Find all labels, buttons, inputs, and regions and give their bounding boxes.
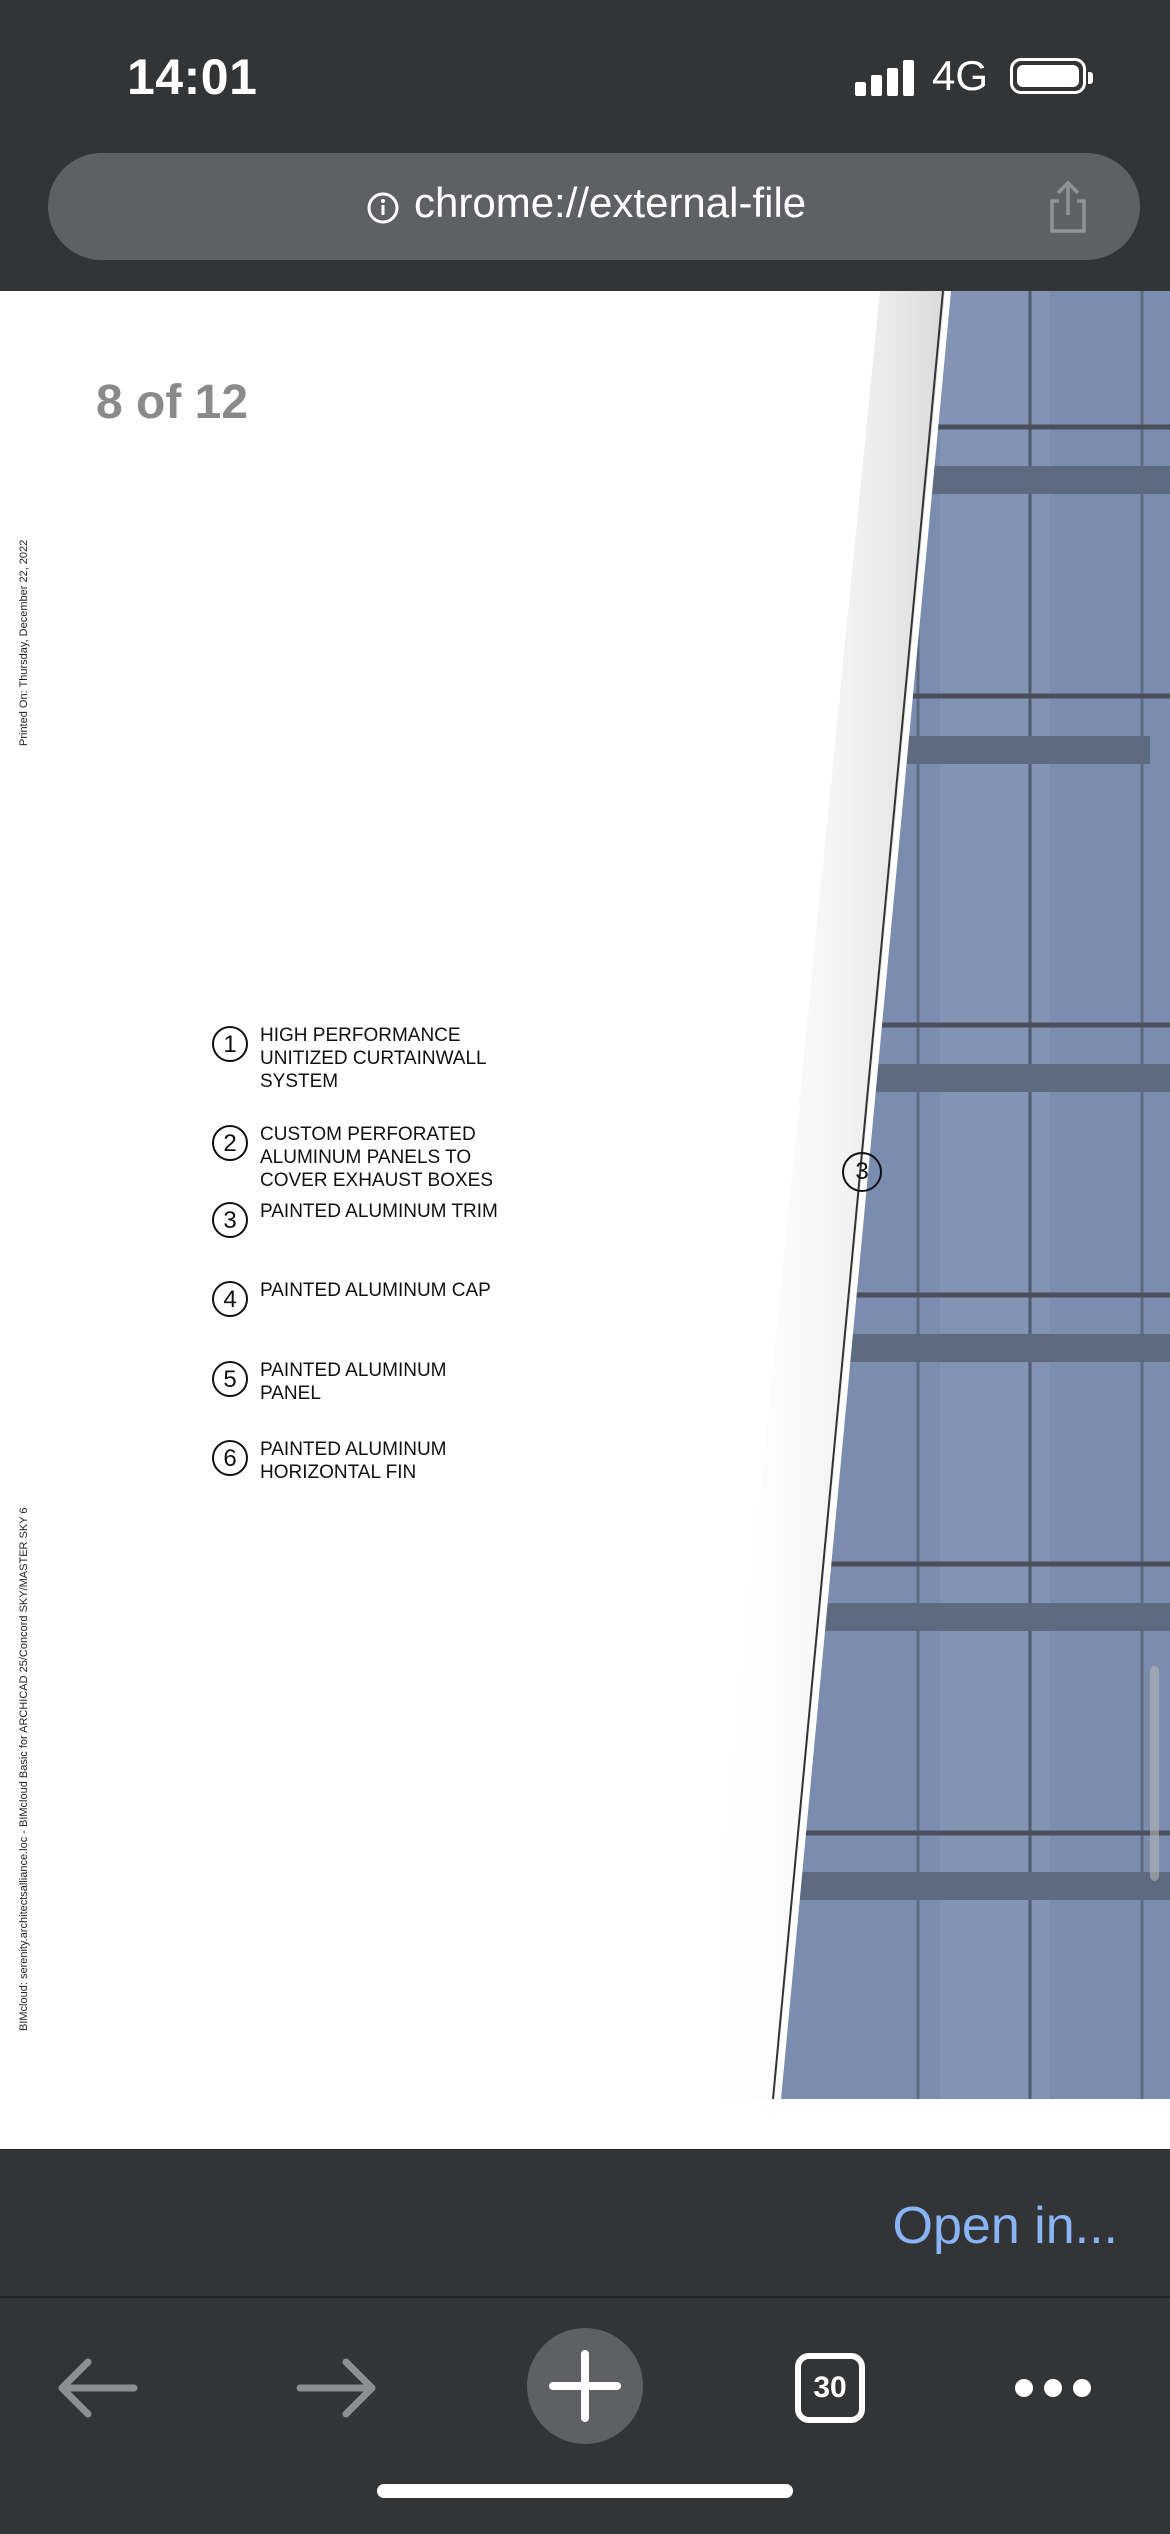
open-in-button[interactable]: Open in...: [892, 2197, 1118, 2255]
battery-icon: [1010, 58, 1086, 94]
network-label: 4G: [932, 52, 989, 99]
status-bar: [0, 0, 1170, 150]
pdf-viewer[interactable]: [0, 291, 1170, 2149]
tab-switcher-button[interactable]: [770, 2328, 890, 2448]
legend-label: PAINTED ALUMINUM TRIM: [260, 1201, 498, 1222]
new-tab-button[interactable]: [527, 2328, 643, 2444]
home-indicator[interactable]: [377, 2484, 793, 2498]
page-indicator: 8 of 12: [96, 376, 249, 429]
back-arrow-icon[interactable]: [36, 2328, 156, 2448]
scrollbar-thumb[interactable]: [1150, 1666, 1159, 1881]
legend-label: PAINTED ALUMINUM HORIZONTAL FIN: [260, 1439, 447, 1483]
legend-number: 4: [212, 1281, 248, 1317]
legend-number: 5: [212, 1361, 248, 1397]
more-dots-icon[interactable]: [993, 2328, 1113, 2448]
legend-label: CUSTOM PERFORATED ALUMINUM PANELS TO COVER EXHAUST BOXES: [260, 1124, 493, 1191]
url-bar[interactable]: [48, 153, 1140, 260]
info-icon[interactable]: [366, 191, 400, 225]
drawing-callout: 3: [842, 1152, 882, 1192]
open-in-bar: [0, 2149, 1170, 2296]
tabs-icon: 30: [795, 2353, 865, 2423]
plus-icon: [527, 2328, 643, 2444]
forward-arrow-icon[interactable]: [278, 2328, 398, 2448]
url-text[interactable]: chrome://external-file: [414, 179, 807, 226]
bottom-toolbar: [0, 2296, 1170, 2534]
pdf-page-bottom: [0, 2099, 1170, 2149]
share-icon[interactable]: [1038, 177, 1098, 237]
legend-label: HIGH PERFORMANCE UNITIZED CURTAINWALL SYSTEM: [260, 1025, 487, 1092]
legend-number: 3: [212, 1202, 248, 1238]
legend-label: PAINTED ALUMINUM CAP: [260, 1280, 491, 1301]
legend-number: 2: [212, 1125, 248, 1161]
legend-number: 6: [212, 1440, 248, 1476]
signal-icon: [855, 60, 915, 96]
bimcloud-source-text: BIMcloud: serenity.architectsalliance.loc - BIMcloud Basic for ARCHICAD 25/Concord SKY/MASTER SKY 6: [18, 1507, 30, 2031]
printed-on-text: Printed On: Thursday, December 22, 2022: [18, 539, 30, 746]
status-time: 14:01: [127, 49, 258, 105]
building-elevation-drawing: [0, 291, 1170, 2099]
legend-label: PAINTED ALUMINUM PANEL: [260, 1360, 447, 1404]
legend-number: 1: [212, 1026, 248, 1062]
